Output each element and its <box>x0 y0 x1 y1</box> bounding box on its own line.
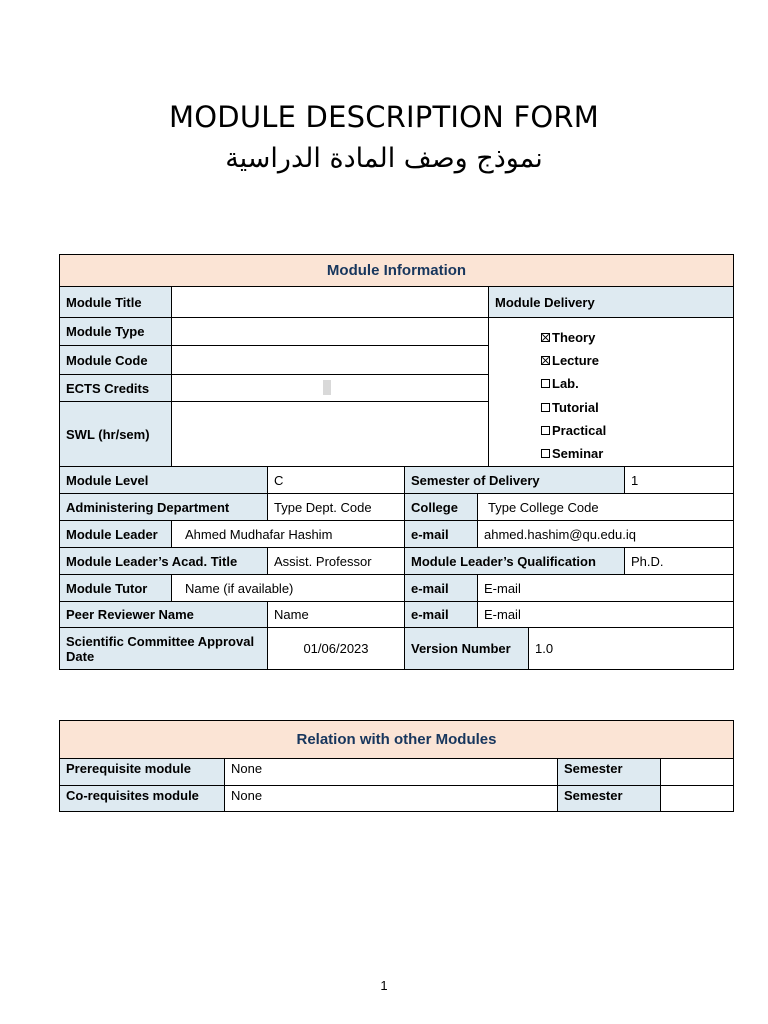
module-delivery-options <box>541 326 606 465</box>
swl-field[interactable] <box>171 401 489 467</box>
delivery-option-seminar[interactable]: Seminar <box>541 442 606 465</box>
peer-email-field[interactable]: E-mail <box>477 601 734 628</box>
module-level-field[interactable]: C <box>267 466 405 494</box>
module-code-field[interactable] <box>171 345 489 375</box>
college-label: College <box>404 493 478 521</box>
qualification-field[interactable]: Ph.D. <box>624 547 734 575</box>
semester-delivery-field[interactable]: 1 <box>624 466 734 494</box>
module-tutor-label: Module Tutor <box>59 574 172 602</box>
form-title-arabic: نموذج وصف المادة الدراسية <box>225 143 543 174</box>
committee-approval-label: Scientific Committee Approval Date <box>59 627 268 670</box>
checkbox-unchecked-icon[interactable] <box>541 403 550 412</box>
checkbox-unchecked-icon[interactable] <box>541 449 550 458</box>
admin-dept-label: Administering Department <box>59 493 268 521</box>
page-number: 1 <box>380 978 388 993</box>
module-type-field[interactable] <box>171 317 489 346</box>
acad-title-field[interactable]: Assist. Professor <box>267 547 405 575</box>
delivery-option-theory[interactable]: Theory <box>541 326 606 349</box>
delivery-option-lab[interactable]: Lab. <box>541 372 606 395</box>
form-title-english: MODULE DESCRIPTION FORM <box>169 100 599 134</box>
tutor-email-field[interactable]: E-mail <box>477 574 734 602</box>
checkbox-checked-icon[interactable] <box>541 356 550 365</box>
module-tutor-field[interactable]: Name (if available) <box>171 574 405 602</box>
prerequisite-field[interactable]: None <box>224 758 558 786</box>
delivery-option-tutorial[interactable]: Tutorial <box>541 396 606 419</box>
corequisite-semester-field[interactable] <box>660 785 734 812</box>
prerequisite-semester-field[interactable] <box>660 758 734 786</box>
corequisite-semester-label: Semester <box>557 785 661 812</box>
checkbox-unchecked-icon[interactable] <box>541 426 550 435</box>
corequisite-label: Co-requisites module <box>59 785 225 812</box>
delivery-option-lecture[interactable]: Lecture <box>541 349 606 372</box>
corequisite-field[interactable]: None <box>224 785 558 812</box>
ects-cursor-mark <box>323 380 331 395</box>
leader-email-field[interactable]: ahmed.hashim@qu.edu.iq <box>477 520 734 548</box>
prerequisite-label: Prerequisite module <box>59 758 225 786</box>
ects-credits-label: ECTS Credits <box>59 374 172 402</box>
swl-label: SWL (hr/sem) <box>59 401 172 467</box>
committee-approval-field[interactable]: 01/06/2023 <box>267 627 405 670</box>
peer-reviewer-label: Peer Reviewer Name <box>59 601 268 628</box>
peer-email-label: e-mail <box>404 601 478 628</box>
module-type-label: Module Type <box>59 317 172 346</box>
module-delivery-box <box>488 317 734 467</box>
module-leader-field[interactable]: Ahmed Mudhafar Hashim <box>171 520 405 548</box>
module-code-label: Module Code <box>59 345 172 375</box>
leader-email-label: e-mail <box>404 520 478 548</box>
module-leader-label: Module Leader <box>59 520 172 548</box>
version-number-field[interactable]: 1.0 <box>528 627 734 670</box>
module-title-label: Module Title <box>59 286 172 318</box>
prerequisite-semester-label: Semester <box>557 758 661 786</box>
delivery-option-practical[interactable]: Practical <box>541 419 606 442</box>
checkbox-unchecked-icon[interactable] <box>541 379 550 388</box>
admin-dept-field[interactable]: Type Dept. Code <box>267 493 405 521</box>
relation-header: Relation with other Modules <box>59 720 734 759</box>
semester-delivery-label: Semester of Delivery <box>404 466 625 494</box>
qualification-label: Module Leader’s Qualification <box>404 547 625 575</box>
module-delivery-label: Module Delivery <box>488 286 734 318</box>
tutor-email-label: e-mail <box>404 574 478 602</box>
peer-reviewer-field[interactable]: Name <box>267 601 405 628</box>
module-level-label: Module Level <box>59 466 268 494</box>
version-number-label: Version Number <box>404 627 529 670</box>
checkbox-checked-icon[interactable] <box>541 333 550 342</box>
module-title-field[interactable] <box>171 286 489 318</box>
college-field[interactable]: Type College Code <box>477 493 734 521</box>
module-info-header: Module Information <box>59 254 734 287</box>
acad-title-label: Module Leader’s Acad. Title <box>59 547 268 575</box>
